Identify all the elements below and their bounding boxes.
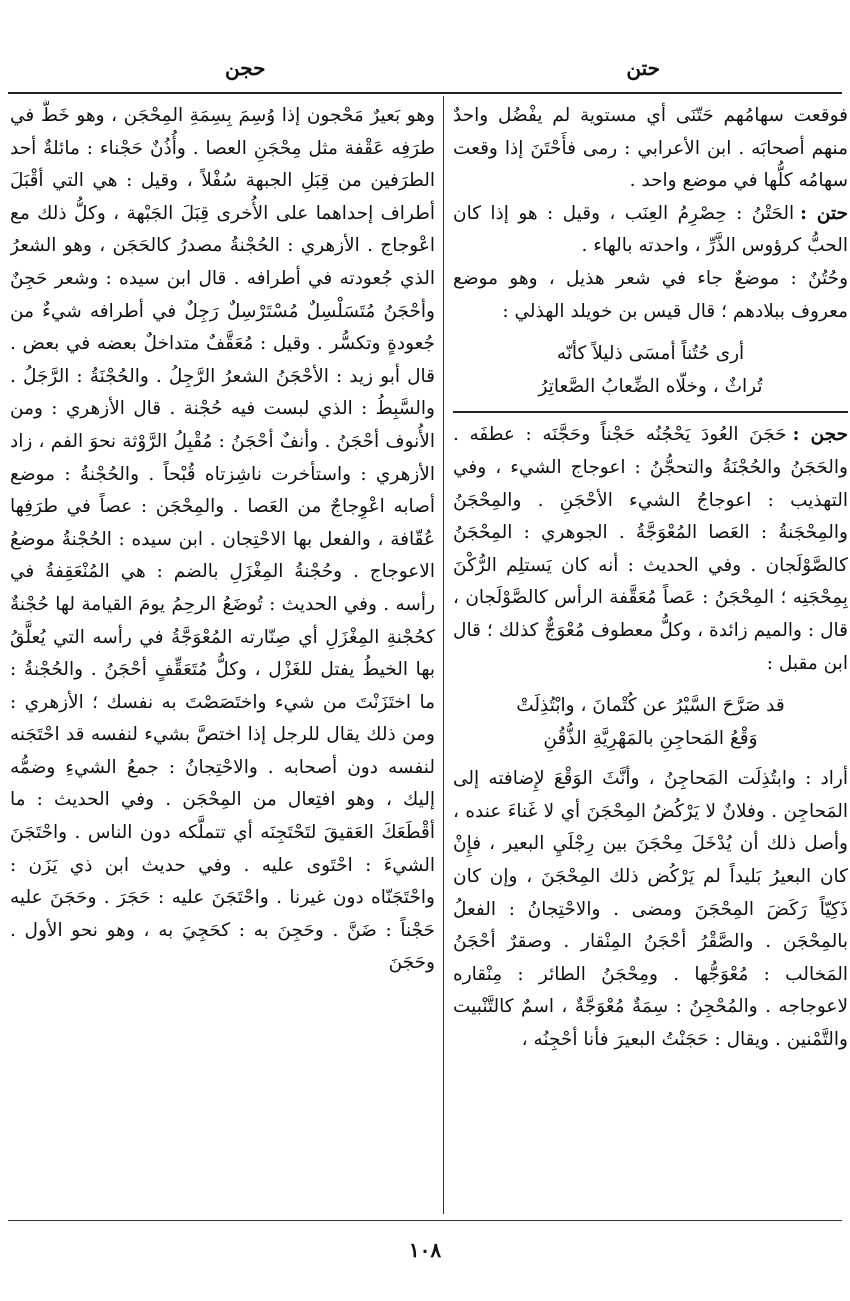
headword-hajn: حجن : xyxy=(792,424,848,446)
page-number: ١٠٨ xyxy=(408,1238,442,1262)
bottom-rule xyxy=(8,1220,842,1221)
column-divider xyxy=(443,96,444,1214)
entry-divider xyxy=(453,411,848,413)
verse-block xyxy=(453,690,848,755)
paragraph: أراد : وابتُذِلَت المَحاجِنُ ، وأنَّثَ الوَقْعَ لإِضافته إلى المَحاجِن . وفلانٌ لا يَرْكُضُ المِحْجَنَ أي لا غَناءَ عنده ، وأصل ذلك أن يُدْخَلَ مِحْجَنَ بين رِجْلَيِ البعير ، فإِنْ كان البعيرُ بَليداً لم يَرْكُض ذلك المِحْجَنَ ، وإن كان ذَكِيّاً رَكَضَ المِحْجَنَ ومضى . والاحْتِجانُ : الفعلُ بالمِحْجَن . والصَّقْرُ أحْجَنُ المِنْقار . وصقرٌ أحْجَنُ المَخالب : مُعْوَجُّها . ومِحْجَنُ الطائر : مِنْقاره لاعوجاجه . والمُحْجِنُ : سِمَةٌ مُعْوَجَّةٌ ، اسمٌ كالتَّنْبيت والتَّمْنين . ويقال : حَجَنْتُ البعيرَ فأنا أحْجِنُه ، xyxy=(453,768,848,1051)
entry-text: الحَتْنُ : حِصْرِمُ العِنَب ، وقيل : هو إذا كان الحبُّ كرؤوس الذَّرِّ ، واحدته بالهاء . xyxy=(453,202,848,257)
paragraph: وهو بَعيرٌ مَحْجون إذا وُسِمَ بِسِمَةِ المِحْجَن ، وهو خَطٌّ في طرَفِه عَقْفة مثل مِحْجَنِ العصا . وأُذُنٌ حَجْناء : مائلةٌ أحد الطرَفين من قِبَلِ الجبهة سُفْلاً ، وقيل : هي التي أقْبَلَ أطراف إحداهما على الأُخرى قِبَلَ الجَبْهة ، وكلُّ ذلك مع اعْوجاج . الأزهري : الحُجْنةُ مصدرُ كالحَجَن ، وهو الشعرُ الذي جُعودته في أطرافه . قال ابن سيده : وشعر حَجِنٌ وأحْجَنُ مُتَسَلْسِلٌ مُسْتَرْسِلٌ رَجِلٌ في أطرافه شيءٌ من جُعودةٍ وتكسُّر . وقيل : مُعَقَّفٌ متداخلٌ بعضه في بعض . قال أبو زيد : الأحْجَنُ الشعرُ الرَّجِلُ . والحُجْنَةُ : الرَّجَلُ . والسَّبِطُ : الذي لبست فيه حُجْنة . قال الأزهري : ومن الأُنوف أحْجَنُ . وأنفٌ أحْجَنُ : مُقْبِلُ الرَّوْثة نحوَ الفم ، زاد الأزهري : واستأخرت ناشِزتاه قُبْحاً . والحُجْنةُ : موضع أصابه اعْوِجاجٌ من العَصا . والمِحْجَن : عصاً في طرَفِها عُقّافة ، والفعل بها الاحْتِجان . ابن سيده : الحُجْنةُ موضعُ الاعوجاج . وحُجْنةُ المِغْزَلِ بالضم : هي المُنْعَقِفةُ في رأسه . وفي الحديث : تُوضَعُ الرحِمُ يومَ القيامة لها حُجْنةٌ كحُجْنةِ المِغْزَلِ أي صِنّارته المُعْوَجَّةُ في رأسه التي يُعلَّقُ بها الخيطُ يفتل للغَزْل ، وكلُّ مُتَعَقِّفٍ أحْجَنُ . والحُجْنةُ : ما اختَزَنْتَ من شيء واختَصَصْتَ به نفسك ؛ الأزهري : ومن ذلك يقال للرجل إذا اختصَّ بشيء لنفسه قد احْتَجَنه لنفسه دون أصحابه . والاحْتِجانُ : جمعُ الشيءِ وضمُّه إليك ، وهو افتِعال من المِحْجَن . وفي الحديث : ما أقْطَعَكَ العَقيقَ لتَحْتَجِنَه أي تتملَّكه دون الناس . واحْتَجَنَ الشيءَ : احْتَوى عليه . وفي حديث ابن ذي يَزَن : واحْتَجَنّاه دون غيرنا . واحْتَجَنَ عليه : حَجَرَ . وحَجَنَ عليه حَجْناً : ضَنَّ . وحَجِنَ به : كحَجِيَ به ، وهو نحو الأول . وحَجَنَ xyxy=(10,105,435,974)
verse-line: تُراثٌ ، وخلّاه الضِّعابُ الصَّعاتِرُ xyxy=(538,375,763,397)
entry-text: حَجَنَ العُودَ يَحْجُنُه حَجْناً وحَجَّنَه : عطفَه . والحَجَنُ والحُجْنَةُ والتحجُّنُ : اعوجاج الشيء ، وفي التهذيب : اعوجاجُ الشيء الأحْجَنِ . والمِحْجَنُ والمِحْجَنةُ : العَصا المُعْوَجَّةُ . الجوهري : المِحْجَنُ كالصَّوْلَجان . وفي الحديث : أنه كان يَستلِم الرُّكْنَ بِمِحْجَنِه ؛ المِحْجَنُ : عَصاً مُعَقَّفة الرأس كالصَّوْلَجان ، قال : والميم زائدة ، وكلُّ معطوف مُعْوَجٌّ كذلك ؛ قال ابن مقبل : xyxy=(453,424,848,674)
paragraph: فوقعت سهامُهم حَتّنَى أي مستوية لم يفْضُل واحدٌ منهم أصحابَه . ابن الأعرابي : رمى فأَحْتَنَ إذا وقعت سهامُه كلُّها في موضع واحد . xyxy=(453,105,848,192)
verse-line: أرى حُتُناً أمسَى ذليلاً كأنّه xyxy=(556,343,745,365)
header-root-hatn: حتن xyxy=(626,56,660,80)
top-rule xyxy=(8,92,842,94)
entry-hatn xyxy=(453,198,848,263)
header-root-hajn: حجن xyxy=(225,56,266,80)
verse-block xyxy=(453,338,848,403)
paragraph: وحُتُنٌ : موضعٌ جاء في شعر هذيل ، وهو موضع معروف ببلادهم ؛ قال قيس بن خويلد الهذلي : xyxy=(453,267,848,322)
entry-hajn xyxy=(453,419,848,680)
right-column xyxy=(453,100,848,1210)
verse-line: وَقْعُ المَحاجِنِ بالمَهْرِيَّةِ الذُّقُنِ xyxy=(543,727,758,749)
verse-line: قد صَرَّحَ السَّيْرُ عن كُتْمانَ ، وابْتُذِلَتْ xyxy=(516,695,785,717)
left-column xyxy=(10,100,435,1210)
headword-hatn: حتن : xyxy=(800,202,848,224)
